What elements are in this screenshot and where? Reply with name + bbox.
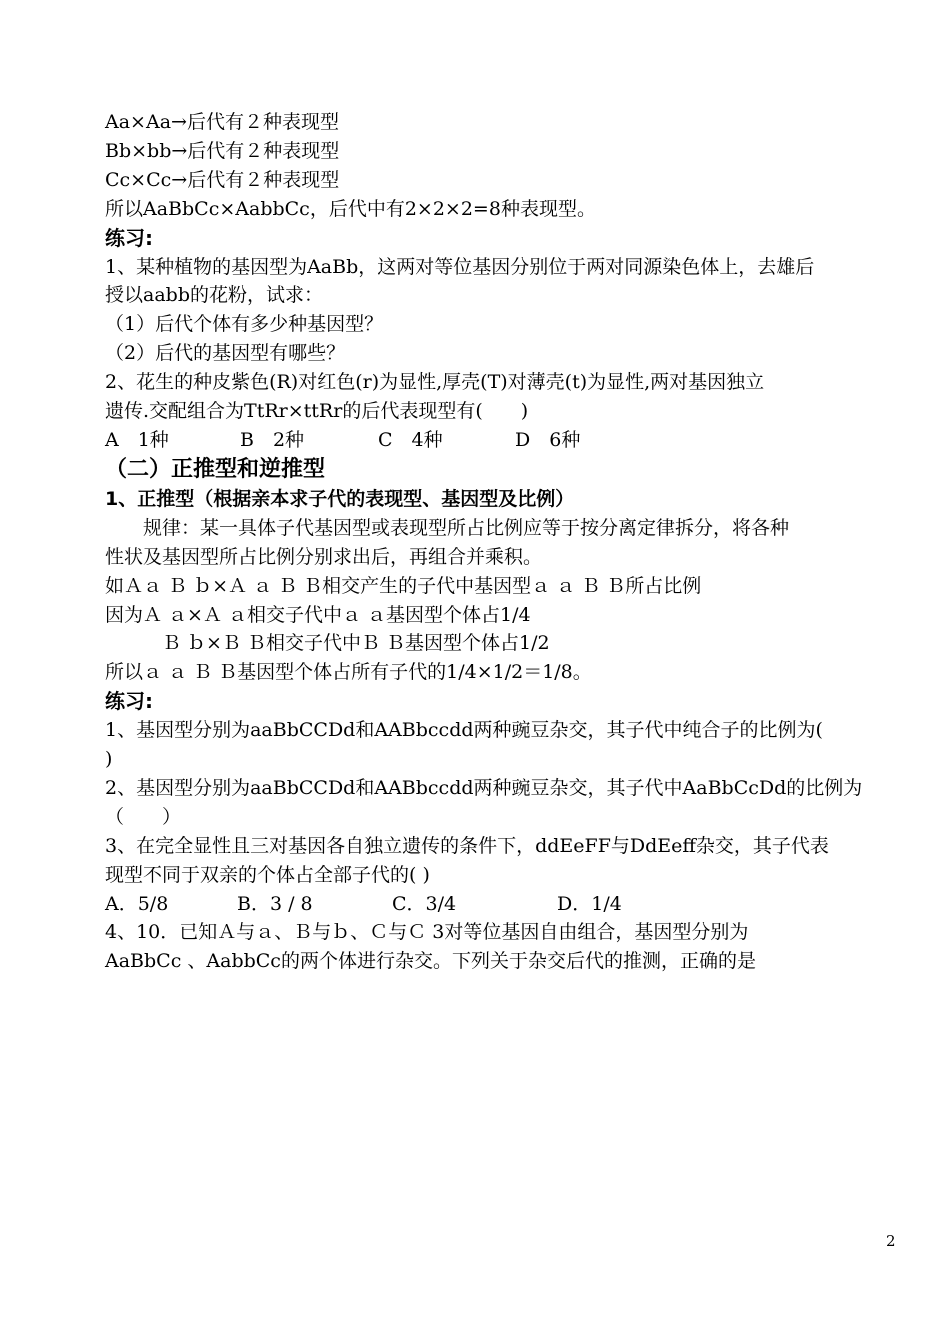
option-a: A．5/8: [105, 892, 169, 915]
question-line: ): [105, 748, 113, 771]
answer-options: [105, 890, 900, 919]
question-line: （2）后代的基因型有哪些？: [105, 342, 346, 365]
practice-heading: 练习:: [105, 225, 153, 250]
question-line: （1）后代个体有多少种基因型？: [105, 313, 384, 336]
question-line: 1、某种植物的基因型为AaBb，这两对等位基因分别位于两对同源染色体上，去雄后: [105, 255, 815, 278]
page-number: 2: [886, 1232, 896, 1250]
question-line: （ ）: [105, 805, 182, 828]
option-c: C．3/4: [392, 892, 457, 915]
intro-line: 所以AaBbCc×AabbCc，后代中有2×2×2=8种表现型。: [105, 197, 596, 220]
question-line: 2、花生的种皮紫色(R)对红色(r)为显性,厚壳(T)对薄壳(t)为显性,两对基因独立: [105, 371, 765, 394]
answer-options: [105, 426, 900, 455]
option-d: D．1/4: [557, 892, 622, 915]
rule-line: 性状及基因型所占比例分别求出后，再组合并乘积。: [105, 545, 543, 568]
question-line: 2、基因型分别为aaBbCCDd和AABbccdd两种豌豆杂交，其子代中AaBbCcDd的比例为: [105, 776, 863, 799]
question-line: AaBbCc 、AabbCc的两个体进行杂交。下列关于杂交后代的推测，正确的是: [105, 950, 756, 973]
question-line: 遗传.交配组合为TtRr×ttRr的后代表现型有( ): [105, 400, 529, 423]
example-line: Ｂ ｂ×Ｂ Ｂ相交子代中Ｂ Ｂ基因型个体占1/2: [105, 632, 550, 655]
intro-line: Bb×bb→后代有２种表现型: [105, 139, 340, 162]
question-line: 1、基因型分别为aaBbCCDd和AABbccdd两种豌豆杂交，其子代中纯合子的比例为(: [105, 719, 823, 742]
option-d: D 6种: [515, 428, 581, 451]
question-line: 3、在完全显性且三对基因各自独立遗传的条件下，ddEeFF与DdEeff杂交，其子代表: [105, 834, 829, 857]
section-subtitle: 1、正推型（根据亲本求子代的表现型、基因型及比例）: [105, 487, 575, 510]
option-b: B 2种: [240, 428, 305, 451]
section-title: （二）正推型和逆推型: [105, 456, 326, 482]
intro-line: Aa×Aa→后代有２种表现型: [105, 111, 339, 133]
question-line: 现型不同于双亲的个体占全部子代的( ): [105, 863, 430, 886]
practice-heading: 练习:: [105, 689, 153, 714]
question-line: 授以aabb的花粉，试求：: [105, 284, 323, 307]
example-line: 因为Ａ ａ×Ａ ａ相交子代中ａ ａ基因型个体占1/4: [105, 603, 531, 626]
option-c: C 4种: [378, 428, 443, 451]
example-line: 如Ａａ Ｂ ｂ×Ａ ａ Ｂ Ｂ相交产生的子代中基因型ａ ａ Ｂ Ｂ所占比例: [105, 574, 702, 597]
question-line: 4、10．已知Ａ与ａ、Ｂ与ｂ、Ｃ与Ｃ 3对等位基因自由组合，基因型分别为: [105, 921, 749, 944]
example-line: 所以ａ ａ Ｂ Ｂ基因型个体占所有子代的1/4×1/2＝1/8。: [105, 661, 592, 684]
rule-line: 规律：某一具体子代基因型或表现型所占比例应等于按分离定律拆分，将各种: [105, 516, 790, 539]
intro-line: Cc×Cc→后代有２种表现型: [105, 168, 340, 191]
document-body: [105, 108, 900, 976]
option-a: A 1种: [105, 428, 169, 451]
option-b: B．3 / 8: [237, 892, 313, 915]
